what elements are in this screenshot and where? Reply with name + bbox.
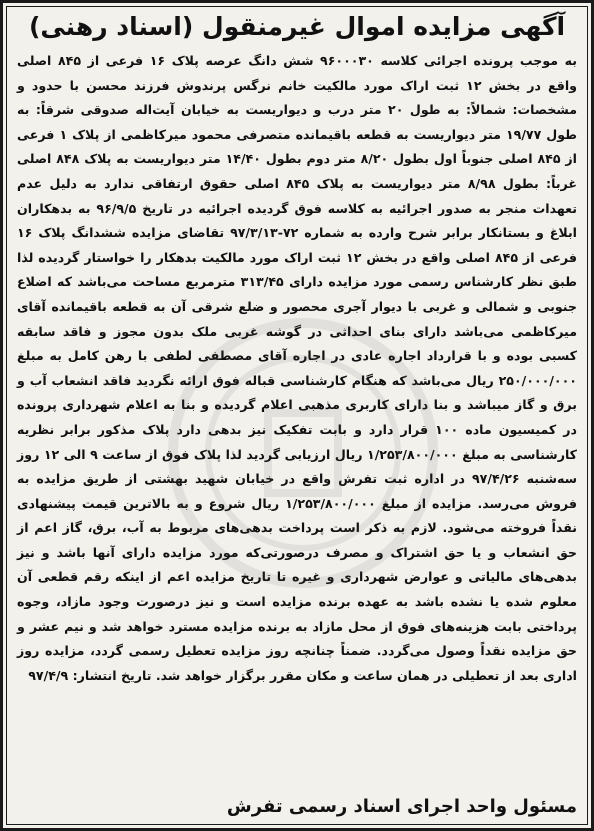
notice-body: به موجب پرونده اجرائی کلاسه ۹۶۰۰۰۳۰ شش دانگ عرصه پلاک ۱۶ فرعی از ۸۴۵ اصلی واقع در بخش ۱۲ ثبت اراک مورد مالکیت خانم نرگس پرندوش فرزند محسن با حدود و مشخصات: شمالاً: به طول ۲۰ متر درب و دیواریست به خیابان آیت‌اله صدوقی شرقاً: به طول ۱۹/۷۷ متر دیواریست به قطعه باقیمانده متصرفی محمود میرکاظمی از پلاک ۱ فرعی از ۸۴۵ اصلی جنوباً اول بطول ۸/۲۰ متر دوم بطول ۱۴/۴۰ متر دیواریست به پلاک ۸۴۸ اصلی غرباً: بطول ۸/۹۸ متر دیواریست به پلاک ۸۴۵ اصلی حقوق ارتفاقی ندارد به دلیل عدم تعهدات منجر به صدور اجرائیه به کلاسه فوق گردیده اجرائیه در تاریخ ۹۶/۹/۵ به بدهکاران ابلاغ و بستانکار برابر شرح وارده به شماره ۷۲-۹۷/۳/۱۳ تقاضای مزایده ششدانگ پلاک ۱۶ فرعی از ۸۴۵ اصلی واقع در بخش ۱۲ ثبت اراک مورد مالکیت بدهکار را خواستار گردیده لذا طبق نظر کارشناس رسمی مورد مزایده دارای ۳۱۳/۴۵ مترمربع مساحت می‌باشد که اضلاع جنوبی و شمالی و غربی با دیوار آجری محصور و ضلع شرقی آن به قطعه باقیمانده آقای میرکاظمی می‌باشد دارای بنای احداثی در گوشه غربی ملک بدون مجوز و فاقد سابقه کسبی بوده و با قرارداد اجاره عادی در اجاره آقای مصطفی لطفی با رهن کامل به مبلغ ۲۵۰/۰۰۰/۰۰۰ ریال می‌باشد که هنگام کارشناسی قباله فوق ارائه نگردید فاقد انشعاب آب و برق و گاز میباشد و بنا دارای کاربری مذهبی اعلام گردیده و بنا به اعلام شهرداری پرونده در کمیسیون ماده ۱۰۰ قرار دارد و بابت تفکیک نیز بدهی دارد پلاک مذکور برابر نظریه کارشناسی به مبلغ ۱/۲۵۳/۸۰۰/۰۰۰ ریال ارزیابی گردید لذا پلاک فوق از ساعت ۹ الی ۱۲ روز سه‌شنبه ۹۷/۴/۲۶ در اداره ثبت تفرش واقع در خیابان شهید بهشتی از طریق مزایده به فروش می‌رسد. مزایده از مبلغ ۱/۲۵۳/۸۰۰/۰۰۰ ریال شروع و به بالاترین قیمت پیشنهادی نقداً فروخته می‌شود. لازم به ذکر است پرداخت بدهی‌های مربوط به آب، برق، گاز اعم از حق انشعاب و یا حق اشتراک و مصرف درصورتی‌که مورد مزایده دارای آنها باشد و نیز بدهی‌های مالیاتی و عوارض شهرداری و غیره تا تاریخ مزایده اعم از اینکه رقم قطعی آن معلوم شده یا نشده باشد به عهده برنده مزایده است و نیز درصورت وجود مازاد، وجوه پرداختی بابت هزینه‌های فوق از محل مازاد به برنده مزایده مسترد خواهد شد و نیم عشر و حق مزایده نقداً وصول می‌گردد. ضمناً چنانچه روز مزایده تعطیل رسمی گردد، مزایده روز اداری بعد از تعطیلی در همان ساعت و مکان مقرر برگزار خواهد شد. تاریخ انتشار: ۹۷/۴/۹ [17, 53, 578, 683]
notice-title: آگهی مزایده اموال غیرمنقول (اسناد رهنی) [28, 12, 566, 41]
notice-signature: مسئول واحد اجرای اسناد رسمی تفرش [226, 796, 577, 817]
